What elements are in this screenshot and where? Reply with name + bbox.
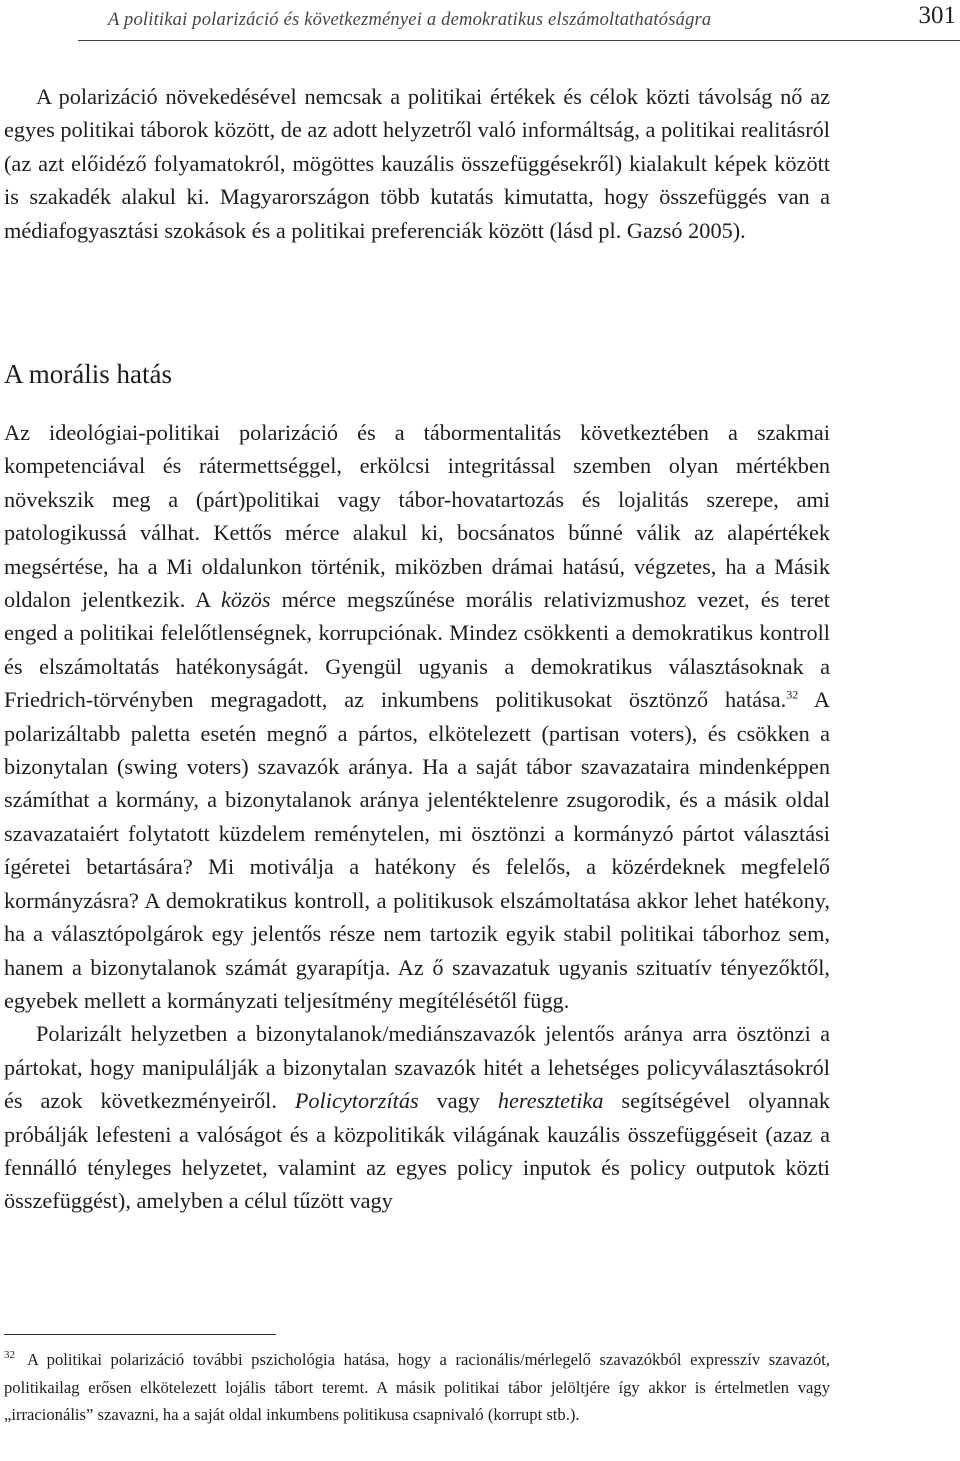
text-run: vagy <box>418 1088 498 1114</box>
running-title: A politikai polarizáció és következményei a demokratikus elszámoltathatóságra <box>108 10 712 30</box>
section-paragraph-2 <box>4 1017 830 1217</box>
intro-block <box>4 80 830 247</box>
intro-paragraph: A polarizáció növekedésével nemcsak a politikai értékek és célok közti távolság nő az egyes politikai táborok között, de az adott helyzetről való informáltság, a politikai realitásról (az azt előidéző folyamatokról, mögöttes kauzális összefüggésekről) kialakult képek között is szakadék alakul ki. Magyarországon több kutatás kimutatta, hogy összefüggés van a médiafogyasztási szokások és a politikai preferenciák között (lásd pl. Gazsó 2005). <box>4 84 830 243</box>
text-run: segítségével olyannak próbálják lefesteni a valóságot és a közpolitikák világának kauzális összefüggéseit (azaz a fennálló tényleges helyzetet, valamint az egyes policy inputok és policy outputok közti összefüggést), amelyben a célul tűzött vagy <box>4 1088 830 1214</box>
footnote <box>4 1346 830 1429</box>
footnote-divider <box>4 1334 276 1335</box>
footnote-reference: 32 <box>786 687 799 702</box>
footnote-mark: 32 <box>4 1349 15 1362</box>
page-number: 301 <box>918 2 956 29</box>
text-run: Polarizált helyzetben a bizonytalanok/mediánszavazók jelentős aránya arra ösztönzi a pártokat, hogy manipulálják a bizonytalan szavazók hitét a lehetséges policyválasztásokról és azok következményeiről. <box>4 1021 830 1114</box>
text-run: Az ideológiai-politikai polarizáció és a tábormentalitás következtében a szakmai kompetenciával és rátermettséggel, erkölcsi integritással szemben olyan mértékben növekszik meg a (párt)politikai vagy tábor-hovatartozás és lojalitás szerepe, ami patologikussá válhat. Kettős mérce alakul ki, bocsánatos bűnné válik az alapértékek megsértése, ha a Mi oldalunkon történik, miközben drámai hatású, végzetes, ha a Másik oldalon jelentkezik. A <box>4 420 830 613</box>
section-body <box>4 416 830 1218</box>
text-run: A polarizáltabb paletta esetén megnő a pártos, elkötelezett (partisan voters), és csökken a bizonytalan (swing voters) szavazók aránya. Ha a saját tábor szavazataira mindenképpen számíthat a kormány, a bizonytalanok aránya jelentéktelenre zsugorodik, és a másik oldal szavazataiért folytatott küzdelem reménytelen, mi ösztönzi a kormányzó pártot választási ígéretei betartására? Mi motiválja a hatékony és felelős, a közérdeknek megfelelő kormányzásra? A demokratikus kontroll, a politikusok elszámoltatása akkor lehet hatékony, ha a választópolgárok egy jelentős része nem tartozik egyik stabil politikai táborhoz sem, hanem a bizonytalanok számát gyarapítja. Az ő szavazatuk ugyanis szituatív tényezőktől, egyebek mellett a kormányzati teljesítmény megítélésétől függ. <box>4 687 830 1013</box>
emphasis: heresztetika <box>497 1088 604 1114</box>
text-run: mérce megszűnése morális relativizmushoz vezet, és teret enged a politikai felelőtlenségnek, korrupciónak. Mindez csökkenti a demokratikus kontroll és elszámoltatás hatékonyságát. Gyengül ugyanis a demokratikus választásoknak a Friedrich-törvényben megragadott, az inkumbens politikusokat ösztönző hatása. <box>4 587 830 713</box>
emphasis: közös <box>220 587 271 613</box>
footnote-paragraph <box>4 1346 830 1429</box>
section-heading: A morális hatás <box>4 359 172 389</box>
page-header <box>78 0 960 41</box>
emphasis: Policytorzítás <box>294 1088 419 1114</box>
section-paragraph-1 <box>4 416 830 1017</box>
footnote-text: A politikai polarizáció további pszichológia hatása, hogy a racionális/mérlegelő szavazókból expresszív szavazót, politikailag erősen elkötelezett lojális tábort teremt. A másik politikai tábor jelöltjére így akkor is értelmetlen vagy „irracionális” szavazni, ha a saját oldal inkumbens politikusa csapnivaló (korrupt stb.). <box>4 1350 830 1425</box>
